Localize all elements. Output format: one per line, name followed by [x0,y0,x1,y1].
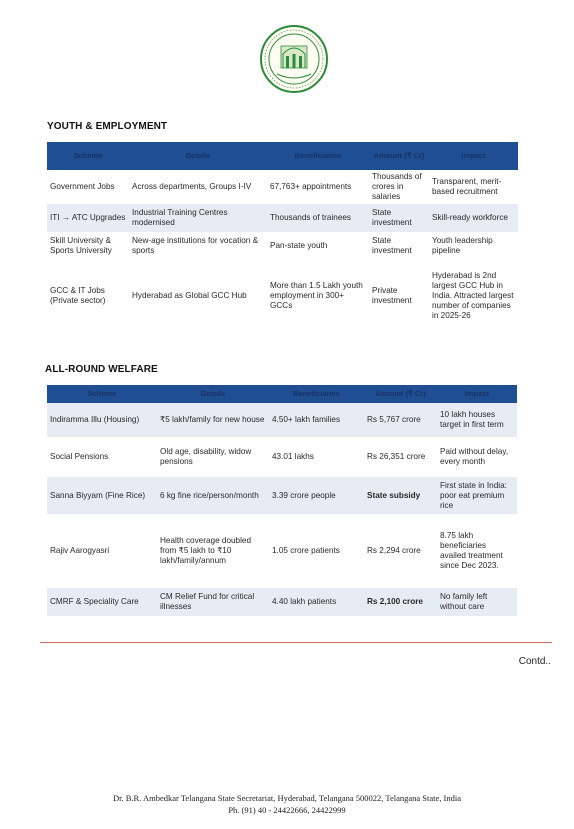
continued-label: Contd.. [518,656,551,667]
table-row [47,437,517,477]
column-header: Beneficiaries [267,142,369,170]
scheme-cell: Rajiv Aarogyasri [50,546,110,555]
column-header: Beneficiaries [269,385,364,403]
beneficiaries-cell: Pan-state youth [270,241,328,250]
impact-cell: Transparent, merit-based recruitment [432,177,502,196]
details-cell: Across departments, Groups I-IV [132,182,252,191]
beneficiaries-cell: 4.40 lakh patients [269,588,364,616]
amount-cell: State investment [369,204,429,232]
scheme-cell: ITI → ATC Upgrades [47,204,129,232]
table-header-row [47,385,517,403]
details-cell: Industrial Training Centres modernised [129,204,267,232]
details-cell: 6 kg fine rice/person/month [157,477,269,514]
table-row [47,204,518,232]
details-cell: Old age, disability, widow pensions [160,447,252,466]
column-header: Details [157,385,269,403]
scheme-cell: Skill University & Sports University [50,236,112,255]
table-row [47,170,518,204]
column-header: Impact [429,142,518,170]
beneficiaries-cell: 3.39 crore people [269,477,364,514]
amount-cell: Thousands of crores in salaries [372,172,422,201]
amount-cell: Rs 2,100 crore [364,588,437,616]
scheme-cell: GCC & IT Jobs (Private sector) [50,286,106,305]
beneficiaries-cell: 43.01 lakhs [272,452,314,461]
details-cell: Health coverage doubled from ₹5 lakh to ₹10 lakh/family/annum [160,536,252,565]
table-row [47,403,517,437]
beneficiaries-cell: Thousands of trainees [267,204,369,232]
table-row [47,232,518,260]
impact-cell: Hyderabad is 2nd largest GCC Hub in India. Attracted largest number of companies in 2025-26 [432,271,514,320]
amount-cell: Private investment [372,286,412,305]
youth-employment-table [47,142,518,332]
beneficiaries-cell: More than 1.5 Lakh youth employment in 300+ GCCs [270,281,363,310]
column-header: Impact [437,385,517,403]
column-header: Details [129,142,267,170]
table-row [47,588,517,616]
amount-cell: State subsidy [364,477,437,514]
beneficiaries-cell: 1.05 crore patients [272,546,340,555]
column-header: Amount (₹ Cr) [364,385,437,403]
table-row [47,514,517,588]
table-row [47,477,517,514]
impact-cell: First state in India: poor eat premium rice [437,477,517,514]
details-cell: New-age institutions for vocation & sports [132,236,259,255]
scheme-cell: Social Pensions [50,452,109,461]
scheme-cell: Sanna Biyyam (Fine Rice) [47,477,157,514]
section-title-all-round-welfare: ALL-ROUND WELFARE [45,364,158,375]
scheme-cell: Indiramma Illu (Housing) [47,403,157,437]
all-round-welfare-table [47,385,517,616]
government-seal-icon [259,24,329,94]
details-cell: ₹5 lakh/family for new house [157,403,269,437]
column-header: Scheme [47,142,129,170]
impact-cell: Skill-ready workforce [429,204,518,232]
footer-address: Dr. B.R. Ambedkar Telangana State Secretariat, Hyderabad, Telangana 500022, Telangana State, India [112,793,462,803]
amount-cell: Rs 5,767 crore [364,403,437,437]
table-header-row [47,142,518,170]
details-cell: Hyderabad as Global GCC Hub [132,291,247,300]
table-row [47,260,518,332]
beneficiaries-cell: 67,763+ appointments [270,182,352,191]
section-title-youth-employment: YOUTH & EMPLOYMENT [47,121,168,132]
impact-cell: 10 lakh houses target in first term [437,403,517,437]
column-header: Amount (₹ Cr) [369,142,429,170]
amount-cell: State investment [372,236,412,255]
scheme-cell: CMRF & Speciality Care [47,588,157,616]
impact-cell: Youth leadership pipeline [432,236,493,255]
divider-line [40,642,552,643]
amount-cell: Rs 26,351 crore [367,452,426,461]
impact-cell: 8.75 lakh beneficiaries availed treatment since Dec 2023. [440,531,503,570]
amount-cell: Rs 2,294 crore [367,546,421,555]
column-header: Scheme [47,385,157,403]
scheme-cell: Government Jobs [50,182,115,191]
details-cell: CM Relief Fund for critical illnesses [157,588,269,616]
impact-cell: Paid without delay, every month [440,447,509,466]
footer-phone: Ph. (91) 40 - 24422666, 24422999 [228,805,346,815]
beneficiaries-cell: 4.50+ lakh families [269,403,364,437]
impact-cell: No family left without care [437,588,517,616]
